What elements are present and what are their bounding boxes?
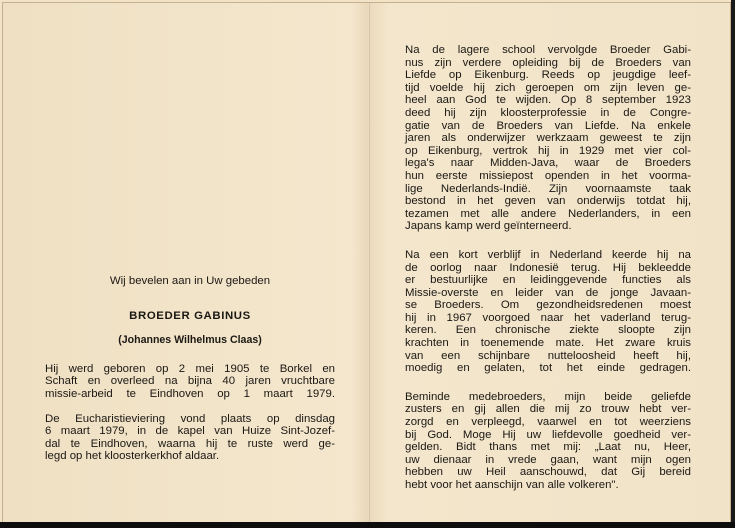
text-line: zorgd en verpleegd, vaarwel en tot weerziens (405, 416, 691, 429)
deceased-fullname: (Johannes Wilhelmus Claas) (118, 334, 262, 347)
biography-paragraph-2 (405, 249, 691, 375)
text-line: Na een kort verblijf in Nederland keerde hij na (405, 248, 691, 261)
text-line: zusters en gij allen die mij zo trouw hebt ver- (405, 403, 691, 416)
text-line: Japans kamp werd geïnterneerd. (405, 220, 572, 233)
scan-bottom-edge (0, 522, 735, 528)
text-line: hebben uw Heil aanschouwd, dat Gij bereid (405, 466, 691, 479)
text-line: bij God. Moge Hij uw liefdevolle goedheid ver- (405, 428, 691, 441)
card-paper (2, 2, 731, 524)
text-line: Na de lagere school vervolgde Broeder Gabi- (405, 44, 691, 56)
text-line: se Broeders. Om gezondheidsredenen moest (405, 299, 691, 312)
text-line: legd op het kloosterkerkhof aldaar. (45, 450, 220, 463)
text-line: keren. Een chronische ziekte sloopte zijn (405, 324, 691, 337)
text-line: lige Nederlands-Indië. Zijn voornaamste taak (405, 182, 691, 195)
text-line: nus zijn verdere opleiding bij de Broeders van (405, 56, 691, 69)
scan-right-edge (731, 0, 735, 528)
text-line: gelden. Bidt thans met mij: „Laat nu, Heer, (405, 441, 691, 454)
text-line: gatie van de Broeders van Liefde. Na enkele (405, 119, 691, 132)
text-line: Missie-overste en leider van de jonge Javaan- (405, 286, 691, 299)
text-line: lega's naar Midden-Java, waar de Broeders (405, 157, 691, 170)
text-line: er bestuurlijke en leidinggevende functies als (405, 274, 691, 287)
funeral-paragraph (45, 413, 335, 463)
text-line: heel aan God te wijden. Op 8 september 1923 (405, 94, 691, 107)
text-line: tezamen met alle andere Nederlanders, in een (405, 207, 691, 220)
text-line: van een schijnbare nutteloosheid heeft hij, (405, 349, 691, 362)
right-panel (405, 44, 691, 492)
text-line: moedig en gelaten, tot het einde gedragen. (405, 362, 691, 375)
text-line: deed hij zijn kloosterprofessie in de Congre- (405, 106, 691, 119)
text-line: missie-arbeid te Eindhoven op 1 maart 1979. (45, 387, 335, 400)
text-line: dal te Eindhoven, waarna hij te ruste werd ge- (45, 437, 335, 450)
biography-paragraph-1 (405, 44, 691, 233)
left-panel (45, 275, 335, 463)
text-line: 6 maart 1979, in de kapel van Huize Sint-Jozef- (45, 425, 335, 438)
text-line: uw dienaar in vrede gaan, want mijn ogen (405, 453, 691, 466)
birth-death-paragraph (45, 363, 335, 401)
text-line: hun eerste missiepost openden in het voorma- (405, 169, 691, 182)
text-line: krachten in toenemende mate. Het zware kruis (405, 337, 691, 350)
farewell-paragraph (405, 391, 691, 492)
text-line: hebt voor het aanschijn van alle volkeren". (405, 479, 619, 491)
text-line: bestond in het geven van onderwijs totdat hij, (405, 195, 691, 208)
text-line: Liefde op Eikenburg. Reeds op jeugdige leef- (405, 69, 691, 82)
text-line: jaren als onderwijzer werkzaam geweest te zijn (405, 132, 691, 145)
text-line: tijd voelde hij zich geroepen om zijn leven ge- (405, 81, 691, 94)
text-line: de oorlog naar Indonesië terug. Hij bekleedde (405, 261, 691, 274)
text-line: Schaft en overleed na bijna 40 jaren vruchtbare (45, 375, 335, 388)
center-fold (369, 3, 371, 523)
text-line: Hij werd geboren op 2 mei 1905 te Borkel en (45, 362, 335, 375)
text-line: op Eikenburg, vertrok hij in 1929 met vier col- (405, 144, 691, 157)
deceased-name: BROEDER GABINUS (129, 309, 251, 322)
intro-text: Wij bevelen aan in Uw gebeden (109, 275, 271, 287)
text-line: hij in 1967 voorgoed naar het vaderland terug- (405, 311, 691, 324)
text-line: Beminde medebroeders, mijn beide geliefde (405, 390, 691, 403)
text-line: De Eucharistieviering vond plaats op dinsdag (45, 412, 335, 425)
